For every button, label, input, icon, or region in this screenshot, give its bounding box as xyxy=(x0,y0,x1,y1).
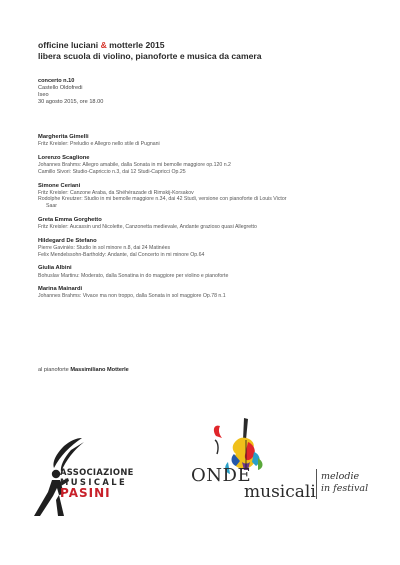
performer-entry xyxy=(38,134,368,148)
piece: Fritz Kreisler: Aucassin und Nicolette, Canzonetta medievale, Andante grazioso quasi Allegretto xyxy=(38,223,257,230)
piece: Camillo Sivori: Studio-Capriccio n.3, dai 12 Studi-Capricci Op.25 xyxy=(38,168,186,175)
performer-name: Marina Mainardi xyxy=(38,286,83,293)
logo-divider xyxy=(316,469,317,499)
performer-name: Lorenzo Scaglione xyxy=(38,154,90,161)
performer-entry xyxy=(38,155,368,175)
pianist-name: Massimiliano Motterle xyxy=(70,367,129,373)
onde-wordmark: ONDE xyxy=(191,465,252,486)
performer-name: Margherita Gimelli xyxy=(38,134,89,140)
piece: Fritz Kreisler: Canzone Araba, da Shéhérazade di Rimskij-Korsakov xyxy=(38,189,194,196)
date-time: 30 agosto 2015, ore 18.00 xyxy=(38,99,104,106)
venue: Castello Oldofredi xyxy=(38,85,83,92)
piece-continuation: Saar xyxy=(46,202,57,209)
ampersand: & xyxy=(100,40,107,50)
performer-entry xyxy=(38,265,368,279)
pasini-wordmark: ASSOCIAZIONE MUSICALE PASINI xyxy=(60,467,134,501)
performer-name: Giulia Albini xyxy=(38,265,72,272)
piece: Bohuslav Martinu: Moderato, dalla Sonatina in do maggiore per violino e pianoforte xyxy=(38,272,229,279)
header-title: officine luciani & motterle 2015 xyxy=(38,40,165,50)
city: Iseo xyxy=(38,92,49,99)
performer-name: Simone Ceriani xyxy=(38,182,81,189)
piece: Johannes Brahms: Allegro amabile, dalla Sonata in mi bemolle maggiore op.120 n.2 xyxy=(38,162,231,169)
pianist-credit: al pianoforte Massimiliano Motterle xyxy=(38,367,129,373)
event-details xyxy=(38,78,103,106)
performer-entry xyxy=(38,238,368,258)
piece: Pierre Gaviniès: Studio in sol minore n.8, dai 24 Matinées xyxy=(38,244,171,251)
piece: Felix Mendelssohn-Bartholdy: Andante, dal Concerto in mi minore Op.64 xyxy=(38,251,205,258)
onde-tagline: melodie in festival xyxy=(321,471,369,494)
performer-entry xyxy=(38,286,368,300)
musicali-wordmark: musicali xyxy=(244,482,316,502)
piece: Johannes Brahms: Vivace ma non troppo, dalla Sonata in sol maggiore Op.78 n.1 xyxy=(38,293,226,300)
performer-entry xyxy=(38,183,368,210)
performer-name: Greta Emma Gorghetto xyxy=(38,216,102,223)
performer-name: Hildegard De Stefano xyxy=(38,237,97,244)
program-header xyxy=(38,40,262,62)
performer-entry xyxy=(38,217,368,231)
piece: Rodolphe Kreutzer: Studio in mi bemolle maggiore n.34, dai 42 Studi, versione con pianoforte di Louis Victor xyxy=(38,196,287,203)
concert-number: concerto n.10 xyxy=(38,78,75,84)
program-list xyxy=(38,134,368,307)
header-subtitle: libera scuola di violino, pianoforte e musica da camera xyxy=(38,51,262,61)
piece: Fritz Kreisler: Preludio e Allegro nello stile di Pugnani xyxy=(38,141,160,148)
